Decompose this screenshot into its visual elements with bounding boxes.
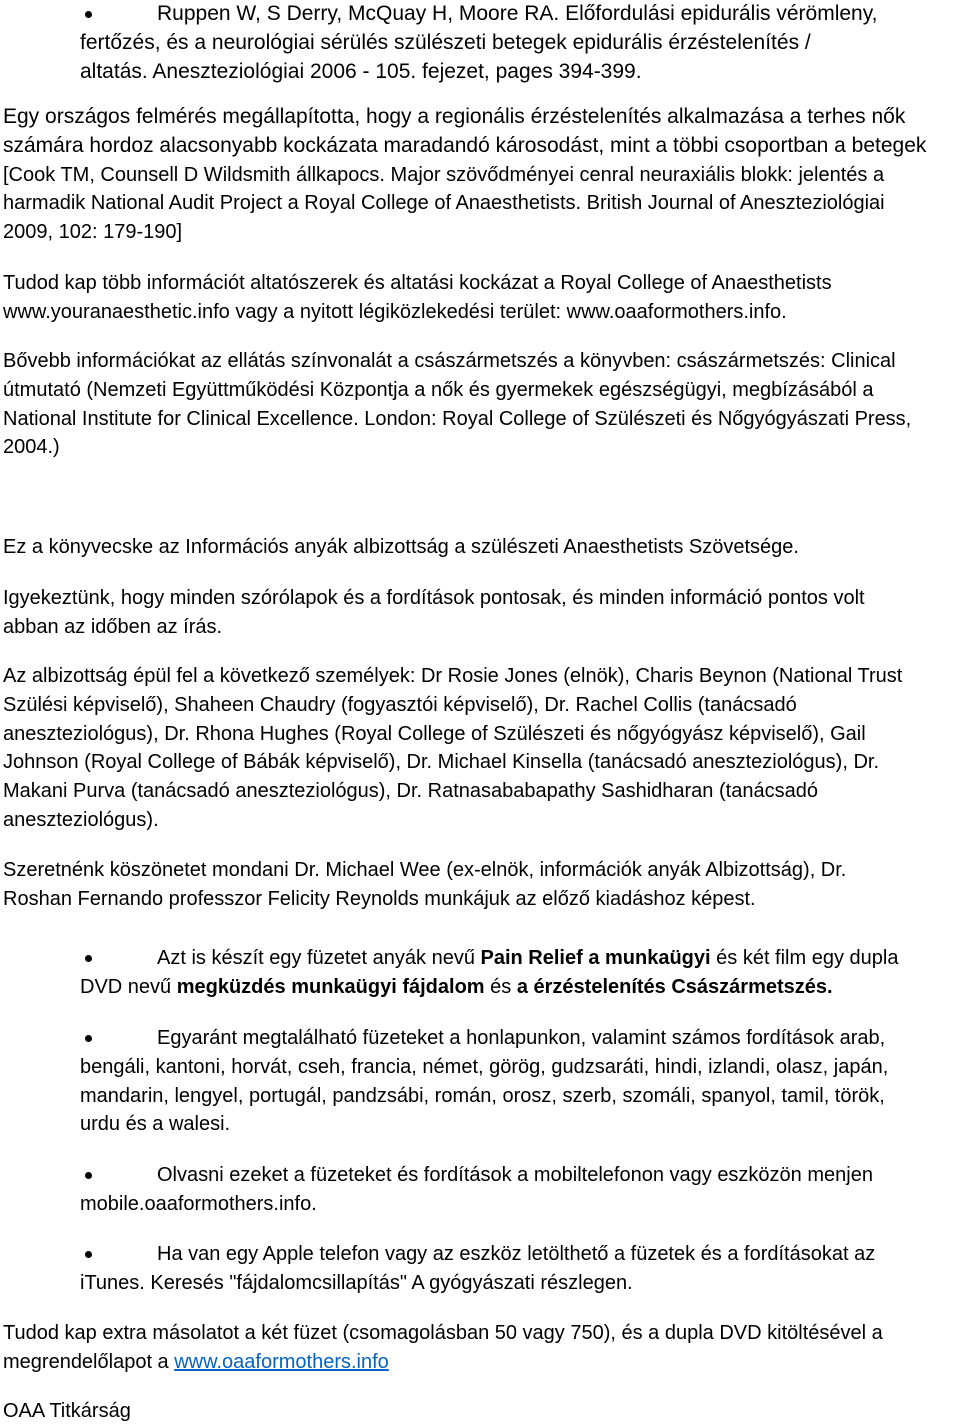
itunes-line: iTunes. Keresés "fájdalomcsillapítás" A gyógyászati részlegen. bbox=[80, 1271, 633, 1294]
translations-list-item bbox=[0, 1024, 960, 1139]
acknowledgement-line: Szeretnénk köszönetet mondani Dr. Michael Wee (ex-elnök, információk anyák Albizottság), Dr. bbox=[3, 859, 847, 881]
committee-line: Az albizottság épül fel a következő személyek: Dr Rosie Jones (elnök), Charis Beynon (National Trust bbox=[3, 665, 903, 687]
order-form-link[interactable]: www.oaaformothers.info bbox=[174, 1350, 389, 1373]
pain-relief-line bbox=[0, 973, 960, 1002]
bullet-icon bbox=[85, 1035, 92, 1042]
more-info-line: www.youranaesthetic.info vagy a nyitott légiközlekedési terület: www.oaaformothers.info. bbox=[3, 300, 787, 323]
pain-relief-text: és bbox=[484, 975, 517, 998]
survey-line: számára hordoz alacsonyabb kockázata maradandó károsodást, mint a többi csoportban a betegek bbox=[3, 133, 927, 157]
order-line: Tudod kap extra másolatot a két füzet (csomagolásban 50 vagy 750), és a dupla DVD kitöltésével a bbox=[3, 1322, 883, 1344]
reference-line: altatás. Aneszteziológiai 2006 - 105. fejezet, pages 394-399. bbox=[80, 59, 642, 83]
committee-paragraph bbox=[0, 662, 960, 835]
pain-relief-text: DVD nevű bbox=[80, 975, 177, 998]
committee-line: aneszteziológus), Dr. Rhona Hughes (Royal College of Szülészeti és nőgyógyász képviselő), Gail bbox=[3, 722, 866, 745]
booklet-title: Pain Relief a munkaügyi bbox=[480, 947, 711, 969]
order-line bbox=[0, 1348, 960, 1377]
itunes-list-item bbox=[0, 1240, 960, 1298]
itunes-line: Ha van egy Apple telefon vagy az eszköz letölthető a füzetek és a fordításokat az bbox=[157, 1243, 876, 1265]
mobile-line: Olvasni ezeket a füzeteket és fordítások a mobiltelefonon vagy eszközön menjen bbox=[157, 1164, 873, 1186]
pain-relief-text: Azt is készít egy füzetet anyák nevű bbox=[157, 947, 481, 969]
further-info-line: 2004.) bbox=[3, 436, 60, 459]
further-info-line: útmutató (Nemzeti Együttműködési Központja a nők és gyermekek egészségügyi, megbízásából a bbox=[3, 378, 874, 401]
mobile-line: mobile.oaaformothers.info. bbox=[80, 1192, 317, 1215]
bullet-icon bbox=[85, 1251, 92, 1258]
further-info-line: Bővebb információkat az ellátás színvonalát a császármetszés a könyvben: császármetszés: Clinical bbox=[3, 350, 896, 372]
committee-line: Szülési képviselő), Shaheen Chaudry (fogyasztói képviselő), Dr. Rachel Collis (tanácsadó bbox=[3, 693, 797, 716]
survey-line: [Cook TM, Counsell D Wildsmith állkapocs. Major szövődményei cenral neuraxiális blokk: jelentés a bbox=[3, 163, 885, 186]
acknowledgement-line: Roshan Fernando professzor Felicity Reynolds munkájuk az előző kiadáshoz képest. bbox=[3, 887, 756, 910]
pain-relief-list-item bbox=[0, 944, 960, 1002]
mobile-list-item bbox=[0, 1161, 960, 1219]
translations-line: urdu és a walesi. bbox=[80, 1113, 231, 1136]
survey-line: Egy országos felmérés megállapította, hogy a regionális érzéstelenítés alkalmazása a terhes nők bbox=[3, 105, 906, 128]
accuracy-note-line: abban az időben az írás. bbox=[3, 615, 223, 638]
pain-relief-text: és két film egy dupla bbox=[710, 947, 899, 969]
further-info-line: National Institute for Clinical Excellence. London: Royal College of Szülészeti és Nőgyógyászati Press, bbox=[3, 407, 912, 430]
reference-list-item bbox=[0, 0, 960, 86]
reference-line: fertőzés, és a neurológiai sérülés szülészeti betegek epidurális érzéstelenítés / bbox=[80, 30, 811, 54]
signature: OAA Titkárság bbox=[3, 1400, 131, 1422]
committee-line: Makani Purva (tanácsadó aneszteziológus), Dr. Ratnasababapathy Sashidharan (tanácsadó bbox=[3, 780, 818, 802]
booklet-note-line: Ez a könyvecske az Információs anyák albizottság a szülészeti Anaesthetists Szövetsége. bbox=[3, 536, 799, 558]
survey-line: harmadik National Audit Project a Royal College of Anaesthetists. British Journal of Aneszteziológiai bbox=[3, 192, 885, 215]
translations-line: bengáli, kantoni, horvát, cseh, francia, német, görög, gudzsaráti, hindi, izlandi, olasz, japán, bbox=[80, 1055, 889, 1078]
booklet-note-paragraph bbox=[0, 533, 960, 562]
committee-line: Johnson (Royal College of Bábák képviselő), Dr. Michael Kinsella (tanácsadó aneszteziológus), Dr. bbox=[3, 751, 880, 774]
pain-relief-line bbox=[0, 944, 960, 973]
order-paragraph bbox=[0, 1319, 960, 1377]
translations-line: Egyaránt megtalálható füzeteket a honlapunkon, valamint számos fordítások arab, bbox=[157, 1027, 886, 1049]
order-text: megrendelőlapot a bbox=[3, 1350, 175, 1373]
further-info-paragraph bbox=[0, 347, 960, 462]
dvd-title: megküzdés munkaügyi fájdalom bbox=[176, 975, 485, 998]
reference-line: Ruppen W, S Derry, McQuay H, Moore RA. Előfordulási epidurális vérömleny, bbox=[157, 2, 878, 25]
bullet-icon bbox=[85, 11, 92, 18]
bullet-icon bbox=[85, 955, 92, 962]
translations-line: mandarin, lengyel, portugál, pandzsábi, román, orosz, szerb, szomáli, spanyol, tamil, török, bbox=[80, 1084, 885, 1107]
acknowledgement-paragraph bbox=[0, 856, 960, 914]
committee-line: aneszteziológus). bbox=[3, 808, 159, 831]
accuracy-note-paragraph bbox=[0, 584, 960, 642]
survey-line: 2009, 102: 179-190] bbox=[3, 221, 183, 243]
signature-block bbox=[0, 1397, 960, 1426]
survey-paragraph bbox=[0, 103, 960, 247]
bullet-icon bbox=[85, 1172, 92, 1179]
more-info-line: Tudod kap több információt altatószerek és altatási kockázat a Royal College of Anaesthetists bbox=[3, 272, 832, 294]
dvd-title: a érzéstelenítés Császármetszés. bbox=[516, 975, 833, 998]
accuracy-note-line: Igyekeztünk, hogy minden szórólapok és a fordítások pontosak, és minden információ pontos volt bbox=[3, 587, 865, 609]
more-info-paragraph bbox=[0, 269, 960, 327]
